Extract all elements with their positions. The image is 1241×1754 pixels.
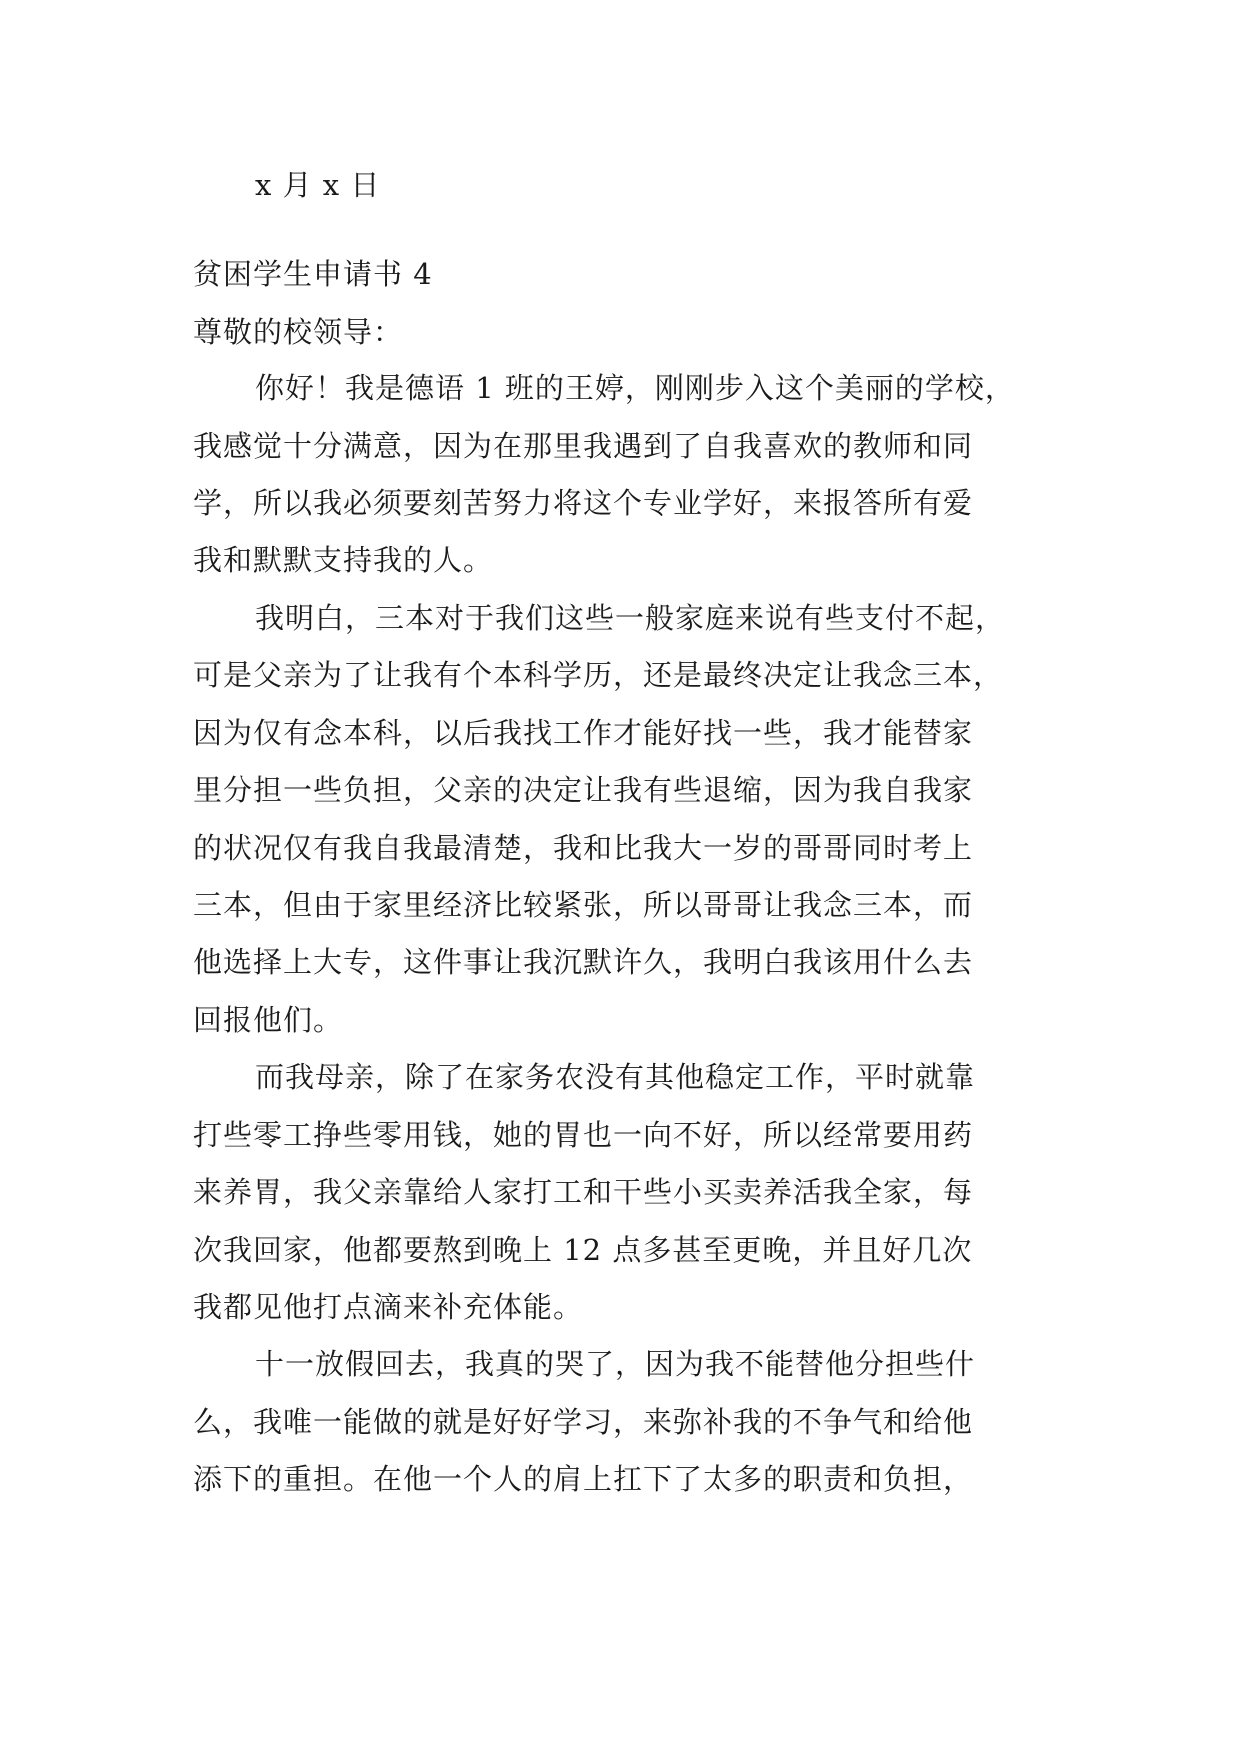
- salutation: 尊敬的校领导：: [193, 315, 404, 349]
- paragraph-2-line-4: 里分担一些负担，父亲的决定让我有些退缩，因为我自我家: [193, 773, 974, 807]
- paragraph-2-line-8: 回报他们。: [193, 1003, 344, 1037]
- paragraph-1-line-1: 你好！我是德语 1 班的王婷，刚刚步入这个美丽的学校，: [255, 371, 1015, 405]
- paragraph-3-line-3: 来养胃，我父亲靠给人家打工和干些小买卖养活我全家，每: [193, 1175, 974, 1209]
- paragraph-1-line-4: 我和默默支持我的人。: [193, 543, 494, 577]
- document-title: 贫困学生申请书 4: [193, 257, 433, 291]
- paragraph-3-line-4: 次我回家，他都要熬到晚上 12 点多甚至更晚，并且好几次: [193, 1233, 973, 1267]
- paragraph-1-line-2: 我感觉十分满意，因为在那里我遇到了自我喜欢的教师和同: [193, 429, 974, 463]
- paragraph-3-line-1: 而我母亲，除了在家务农没有其他稳定工作，平时就靠: [255, 1060, 976, 1094]
- paragraph-4-line-3: 添下的重担。在他一个人的肩上扛下了太多的职责和负担，: [193, 1462, 974, 1496]
- paragraph-2-line-7: 他选择上大专，这件事让我沉默许久，我明白我该用什么去: [193, 945, 974, 979]
- paragraph-4-line-2: 么，我唯一能做的就是好好学习，来弥补我的不争气和给他: [193, 1405, 974, 1439]
- paragraph-2-line-2: 可是父亲为了让我有个本科学历，还是最终决定让我念三本，: [193, 658, 1004, 692]
- paragraph-3-line-2: 打些零工挣些零用钱，她的胃也一向不好，所以经常要用药: [193, 1118, 974, 1152]
- paragraph-2-line-6: 三本，但由于家里经济比较紧张，所以哥哥让我念三本，而: [193, 888, 974, 922]
- paragraph-2-line-5: 的状况仅有我自我最清楚，我和比我大一岁的哥哥同时考上: [193, 831, 974, 865]
- paragraph-3-line-5: 我都见他打点滴来补充体能。: [193, 1290, 584, 1324]
- paragraph-1-line-3: 学，所以我必须要刻苦努力将这个专业学好，来报答所有爱: [193, 486, 974, 520]
- paragraph-2-line-1: 我明白，三本对于我们这些一般家庭来说有些支付不起，: [255, 601, 1006, 635]
- paragraph-2-line-3: 因为仅有念本科，以后我找工作才能好找一些，我才能替家: [193, 716, 974, 750]
- paragraph-4-line-1: 十一放假回去，我真的哭了，因为我不能替他分担些什: [255, 1347, 976, 1381]
- date-line: x 月 x 日: [255, 168, 381, 202]
